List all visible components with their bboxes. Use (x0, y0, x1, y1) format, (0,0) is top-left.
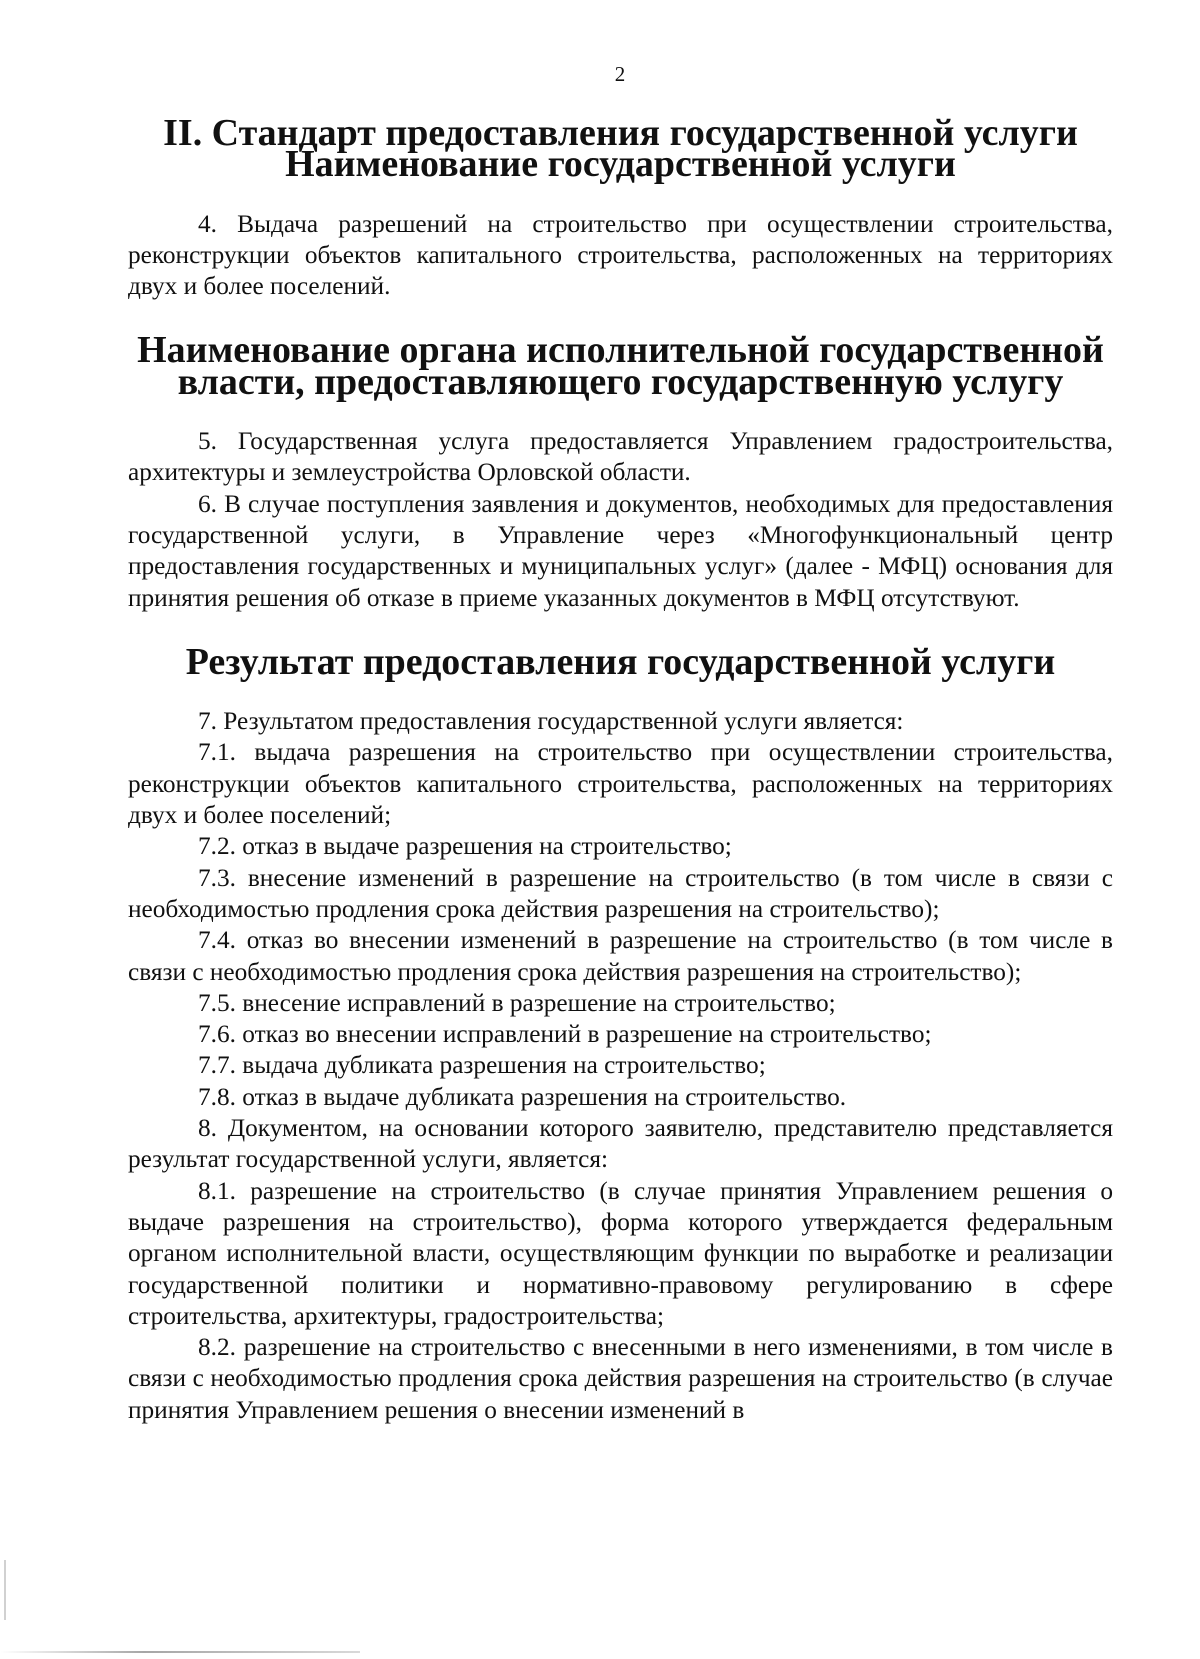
paragraph-4: 4. Выдача разрешений на строительство при осуществлении строительства, реконструкции объектов капитального строительства, расположенных на территориях двух и более поселений. (128, 209, 1113, 301)
heading-line: II. Стандарт предоставления государственной услуги (163, 112, 1078, 154)
paragraph-6: 6. В случае поступления заявления и документов, необходимых для предоставления государственной услуги, в Управление через «Многофункциональный центр предоставления государственных и муниципальных услуг» (далее - МФЦ) основания для принятия решения об отказе в приеме указанных документов в МФЦ отсутствуют. (128, 489, 1113, 612)
paragraph-7-6: 7.6. отказ во внесении исправлений в разрешение на строительство; (198, 1020, 932, 1049)
scan-edge-shadow (4, 1560, 6, 1620)
heading-line: Результат предоставления государственной услуги (185, 640, 1056, 683)
scan-edge-shadow (0, 1651, 360, 1653)
paragraph-7-8: 7.8. отказ в выдаче дубликата разрешения на строительство. (198, 1082, 847, 1111)
document-body (128, 112, 1113, 1426)
paragraph-8: 8. Документом, на основании которого заявителю, представителю представляется результат государственной услуги, является: (128, 1114, 1113, 1174)
paragraph-7-4: 7.4. отказ во внесении изменений в разрешение на строительство (в том числе в связи с необходимостью продления срока действия разрешения на строительство); (128, 926, 1113, 986)
heading-line: Наименование государственной услуги (285, 143, 956, 186)
paragraph-7-2: 7.2. отказ в выдаче разрешения на строительство; (198, 832, 732, 861)
paragraph-7-1: 7.1. выдача разрешения на строительство при осуществлении строительства, реконструкции объектов капитального строительства, расположенных на территориях двух и более поселений; (128, 738, 1113, 830)
section-heading-result (128, 640, 1113, 683)
paragraph-7: 7. Результатом предоставления государственной услуги является: (198, 707, 904, 736)
section-heading-authority (128, 329, 1113, 403)
paragraph-8-2: 8.2. разрешение на строительство с внесенными в него изменениями, в том числе в связи с необходимостью продления срока действия разрешения на строительство (в случае принятия Управлением решения о внесении изменений в (128, 1333, 1113, 1424)
paragraph-5: 5. Государственная услуга предоставляется Управлением градостроительства, архитектуры и землеустройства Орловской области. (128, 427, 1113, 487)
paragraph-7-7: 7.7. выдача дубликата разрешения на строительство; (198, 1051, 766, 1080)
paragraph-8-1: 8.1. разрешение на строительство (в случае принятия Управлением решения о выдаче разрешения на строительство), форма которого утверждается федеральным органом исполнительной власти, осуществляющим функции по выработке и реализации государственной политики и нормативно-правовому регулированию в сфере строительства, архитектуры, градостроительства; (128, 1176, 1113, 1330)
page-number: 2 (614, 62, 626, 86)
paragraph-7-5: 7.5. внесение исправлений в разрешение на строительство; (198, 988, 836, 1017)
heading-line: Наименование органа исполнительной государственной (137, 329, 1104, 372)
heading-line: власти, предоставляющего государственную услугу (177, 360, 1064, 403)
section-heading-standard (128, 112, 1113, 186)
paragraph-7-3: 7.3. внесение изменений в разрешение на строительство (в том числе в связи с необходимостью продления срока действия разрешения на строительство); (128, 863, 1113, 923)
